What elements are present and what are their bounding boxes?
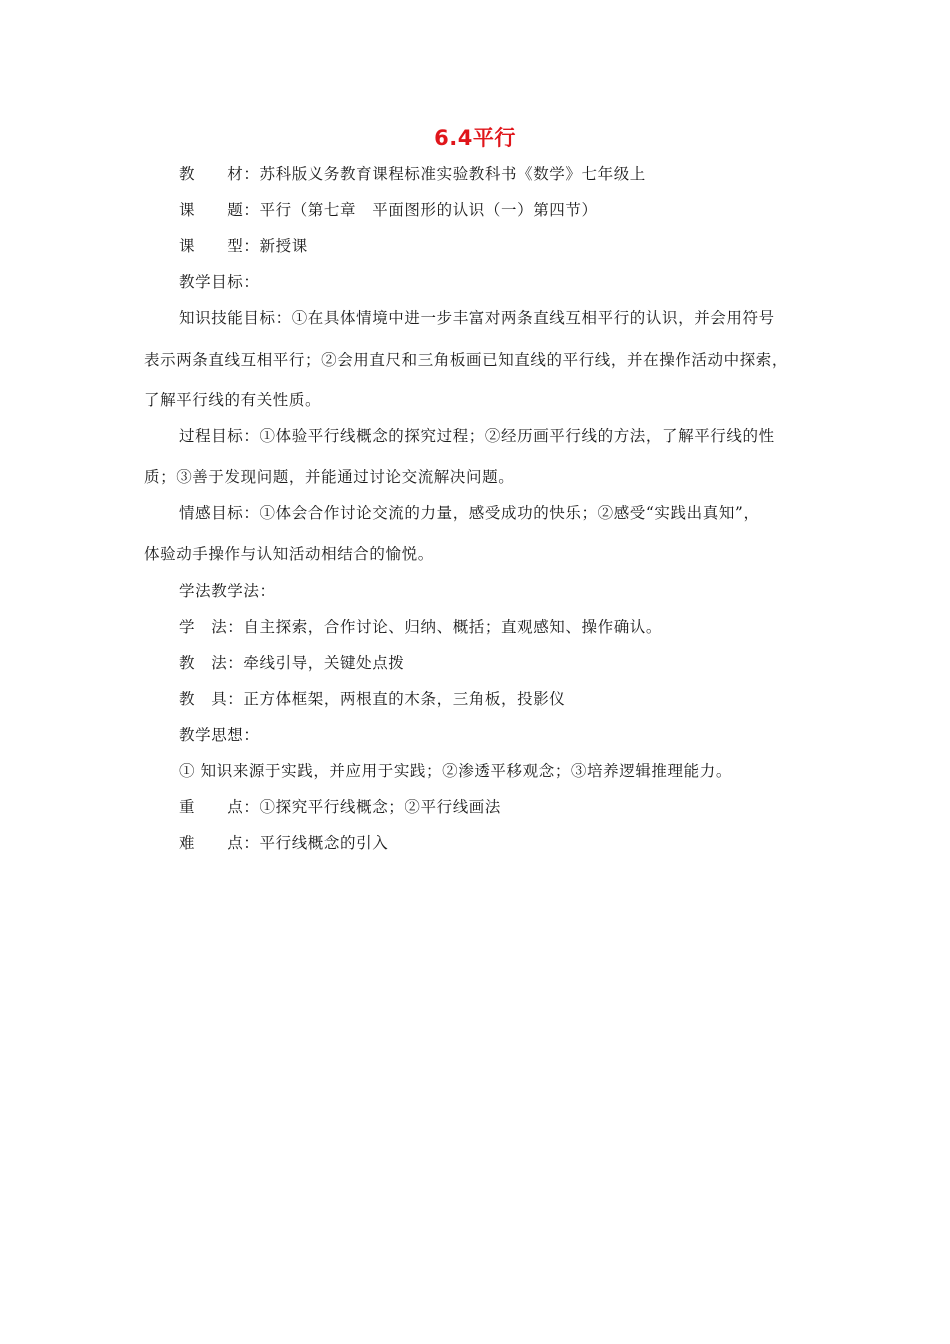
methods-heading: 学法教学法：	[179, 582, 276, 600]
difficult-points-line: 难 点：平行线概念的引入	[179, 834, 389, 852]
knowledge-goal-line-2: 表示两条直线互相平行；②会用直尺和三角板画已知直线的平行线，并在操作活动中探索，	[144, 351, 789, 369]
document-title: 6.4平行	[434, 126, 516, 150]
topic-line: 课 题：平行（第七章 平面图形的认识（一）第四节）	[179, 201, 598, 219]
key-points-line: 重 点：①探究平行线概念；②平行线画法	[179, 798, 502, 816]
ideas-line: ① 知识来源于实践，并应用于实践；②渗透平移观念；③培养逻辑推理能力。	[179, 762, 732, 780]
process-goal-line-1: 过程目标：①体验平行线概念的探究过程；②经历画平行线的方法，了解平行线的性	[179, 427, 775, 445]
learning-method-line: 学 法：自主探索，合作讨论、归纳、概括；直观感知、操作确认。	[179, 618, 663, 636]
knowledge-goal-line-1: 知识技能目标：①在具体情境中进一步丰富对两条直线互相平行的认识，并会用符号	[179, 309, 775, 327]
lesson-type-line: 课 型：新授课	[179, 237, 308, 255]
teaching-method-line: 教 法：牵线引导，关键处点拨	[179, 654, 405, 672]
textbook-line: 教 材：苏科版义务教育课程标准实验教科书《数学》七年级上	[179, 165, 646, 183]
teaching-tools-line: 教 具：正方体框架，两根直的木条，三角板，投影仪	[179, 690, 566, 708]
knowledge-goal-line-3: 了解平行线的有关性质。	[144, 391, 322, 409]
goals-heading: 教学目标：	[179, 273, 260, 291]
process-goal-line-2: 质；③善于发现问题，并能通过讨论交流解决问题。	[144, 468, 515, 486]
ideas-heading: 教学思想：	[179, 726, 260, 744]
emotion-goal-line-2: 体验动手操作与认知活动相结合的愉悦。	[144, 545, 434, 563]
emotion-goal-line-1: 情感目标：①体会合作讨论交流的力量，感受成功的快乐；②感受“实践出真知”，	[179, 504, 760, 522]
